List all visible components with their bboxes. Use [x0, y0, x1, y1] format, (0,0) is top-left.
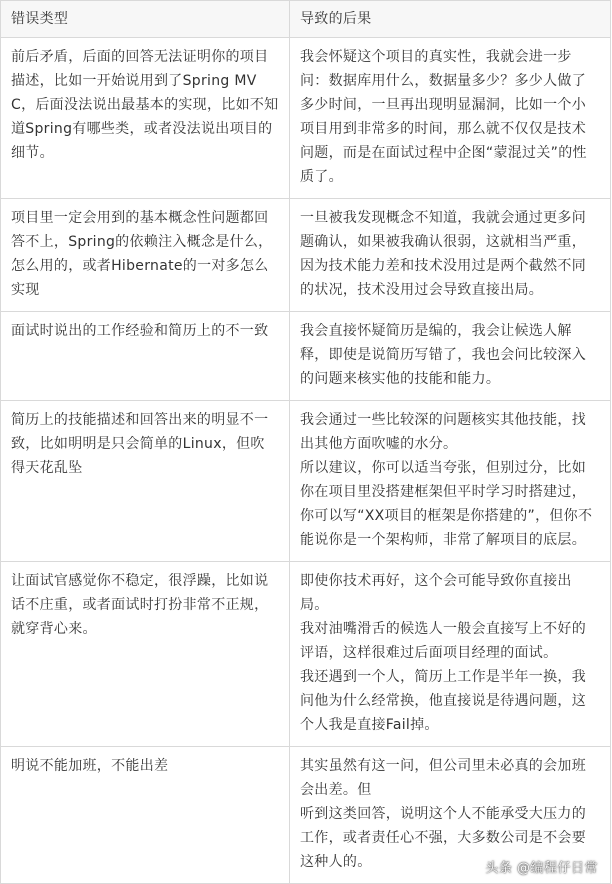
error-cell: 明说不能加班，不能出差: [1, 747, 290, 884]
consequence-cell: [290, 199, 611, 312]
consequence-text: 其实虽然有这一问，但公司里未必真的会加班会出差。但: [300, 758, 586, 798]
consequence-text: 我会通过一些比较深的问题核实其他技能，找出其他方面吹嘘的水分。: [300, 412, 586, 452]
consequence-text: 即使你技术再好，这个会可能导致你直接出局。: [300, 573, 572, 613]
table-row: [1, 401, 611, 562]
consequence-text: 听到这类回答，说明这个人不能承受大压力的工作，或者责任心不强，大多数公司是不会要这种人的。: [300, 806, 586, 870]
consequence-cell: [290, 401, 611, 562]
table-row: [1, 199, 611, 312]
error-cell: 面试时说出的工作经验和简历上的不一致: [1, 312, 290, 401]
error-cell: 前后矛盾，后面的回答无法证明你的项目描述，比如一开始说用到了Spring MVC，后面没法说出最基本的实现，比如不知道Spring有哪些类，或者没法说出项目的细节。: [1, 38, 290, 199]
consequence-cell: [290, 562, 611, 747]
consequence-cell: [290, 38, 611, 199]
table-row: [1, 38, 611, 199]
header-row: [1, 1, 611, 38]
consequence-cell: [290, 312, 611, 401]
consequence-text: 一旦被我发现概念不知道，我就会通过更多问题确认，如果被我确认很弱，这就相当严重，因为技术能力差和技术没用过是两个截然不同的状况，技术没用过会导致直接出局。: [300, 210, 586, 298]
table-row: [1, 562, 611, 747]
consequence-text: 我还遇到一个人，简历上工作是半年一换，我问他为什么经常换，他直接说是待遇问题，这个人我是直接Fail掉。: [300, 669, 586, 733]
table-row: [1, 312, 611, 401]
consequence-text: 我对油嘴滑舌的候选人一般会直接写上不好的评语，这样很难过后面项目经理的面试。: [300, 621, 586, 661]
consequence-text: 所以建议，你可以适当夸张，但别过分，比如你在项目里没搭建框架但平时学习时搭建过，你可以写“XX项目的框架是你搭建的”，但你不能说你是一个架构师，非常了解项目的底层。: [300, 460, 593, 548]
consequence-text: 我会怀疑这个项目的真实性，我就会进一步问：数据库用什么，数据量多少？多少人做了多少时间，一旦再出现明显漏洞，比如一个小项目用到非常多的时间，那么就不仅仅是技术问题，而是在面试过程中企图“蒙混过关”的性质了。: [300, 49, 587, 185]
header-consequence: 导致的后果: [290, 1, 611, 38]
error-cell: 让面试官感觉你不稳定，很浮躁，比如说话不庄重，或者面试时打扮非常不正规，就穿背心来。: [1, 562, 290, 747]
header-error-type: 错误类型: [1, 1, 290, 38]
error-cell: 项目里一定会用到的基本概念性问题都回答不上，Spring的依赖注入概念是什么，怎么用的，或者Hibernate的一对多怎么实现: [1, 199, 290, 312]
consequence-text: 我会直接怀疑简历是编的，我会让候选人解释，即使是说简历写错了，我也会问比较深入的问题来核实他的技能和能力。: [300, 323, 586, 387]
error-cell: 简历上的技能描述和回答出来的明显不一致，比如明明是只会简单的Linux，但吹得天花乱坠: [1, 401, 290, 562]
watermark: 头条 @编程仔日常: [485, 861, 598, 876]
